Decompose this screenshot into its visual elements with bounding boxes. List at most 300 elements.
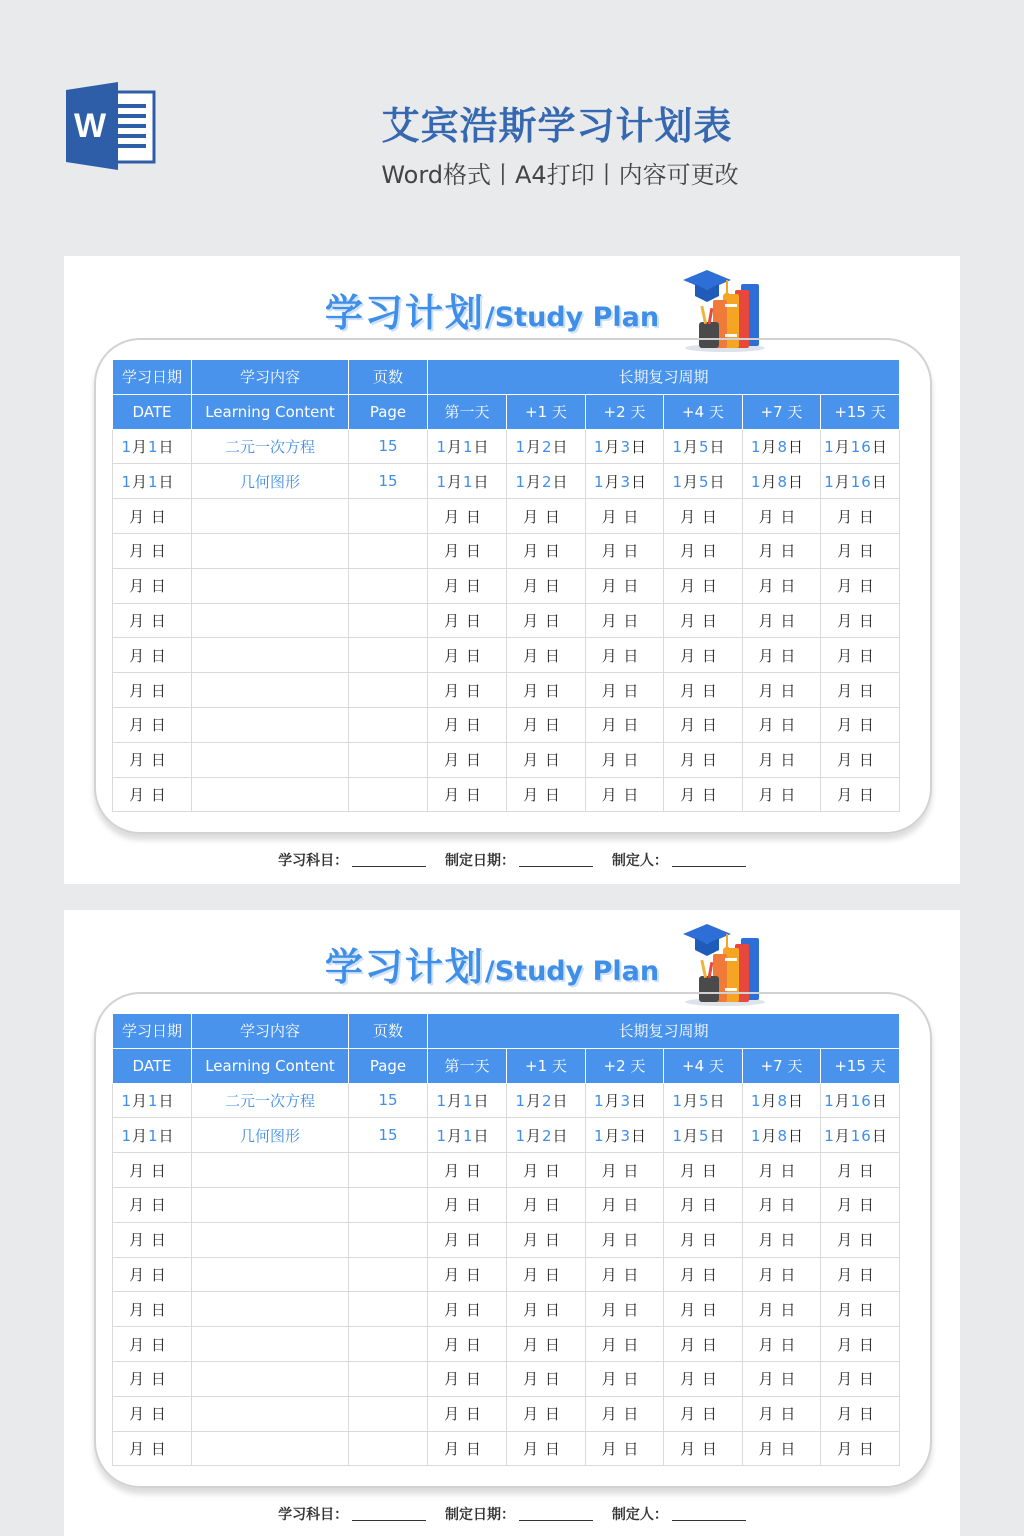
table-body — [113, 429, 900, 812]
review-date-cell[interactable]: 月 日 — [821, 603, 900, 638]
date-unit: 月 — [604, 1091, 621, 1110]
header-date-zh: 学习日期 — [113, 360, 192, 395]
page-cell[interactable] — [349, 1361, 428, 1396]
review-date-cell[interactable]: 月 日 — [743, 1257, 821, 1292]
date-field[interactable] — [519, 1520, 593, 1521]
header-cell: Page — [349, 1048, 428, 1083]
date-unit: 日 — [631, 437, 648, 456]
study-date-cell[interactable]: 月 日 — [113, 1153, 192, 1188]
content-cell[interactable] — [192, 1361, 349, 1396]
date-unit: 月 — [834, 437, 851, 456]
table-row — [113, 673, 900, 708]
page-cell[interactable] — [349, 1292, 428, 1327]
table-row — [113, 603, 900, 638]
study-date-cell[interactable] — [113, 1083, 192, 1118]
review-date-cell[interactable]: 月 日 — [743, 1396, 821, 1431]
review-date-cell[interactable]: 月 日 — [428, 1222, 507, 1257]
review-date-cell[interactable] — [507, 1118, 586, 1153]
review-date-cell[interactable]: 月 日 — [428, 742, 507, 777]
date-number: 1 — [121, 472, 132, 491]
review-date-cell[interactable] — [821, 1118, 900, 1153]
review-date-cell[interactable]: 月 日 — [507, 1361, 586, 1396]
review-date-cell[interactable]: 月 日 — [821, 1396, 900, 1431]
date-number: 1 — [750, 472, 762, 491]
date-number: 1 — [436, 472, 447, 491]
table-row — [113, 777, 900, 812]
date-number: 3 — [620, 472, 632, 491]
review-date-cell[interactable]: 月 日 — [664, 1396, 743, 1431]
table-row — [113, 464, 900, 499]
review-date-cell[interactable]: 月 日 — [821, 1431, 900, 1466]
date-unit: 月 — [761, 437, 778, 456]
date-unit: 月 — [682, 437, 699, 456]
footer-fields — [64, 850, 960, 870]
date-unit: 日 — [631, 472, 648, 491]
date-unit: 月 — [525, 1126, 542, 1145]
review-date-cell[interactable]: 月 日 — [821, 1153, 900, 1188]
study-date-cell[interactable]: 月 日 — [113, 673, 192, 708]
table-row — [113, 1327, 900, 1362]
review-date-cell[interactable]: 月 日 — [743, 1187, 821, 1222]
header-cell: Learning Content — [192, 1048, 349, 1083]
header-cell: DATE — [113, 1048, 192, 1083]
date-number: 1 — [515, 1091, 526, 1110]
header-cell: +7 天 — [743, 1048, 821, 1083]
study-date-cell[interactable] — [113, 464, 192, 499]
review-date-cell[interactable]: 月 日 — [428, 533, 507, 568]
page-cell[interactable] — [349, 1187, 428, 1222]
review-date-cell[interactable]: 月 日 — [507, 638, 586, 673]
content-cell[interactable] — [192, 1222, 349, 1257]
date-unit: 日 — [631, 1091, 648, 1110]
content-cell[interactable] — [192, 1431, 349, 1466]
table-row — [113, 568, 900, 603]
date-unit: 日 — [871, 472, 888, 491]
document-title: 艾宾浩斯学习计划表 — [381, 104, 733, 148]
review-date-cell[interactable]: 月 日 — [821, 1187, 900, 1222]
review-date-cell[interactable]: 月 日 — [664, 1292, 743, 1327]
date-number: 3 — [620, 1091, 632, 1110]
review-date-cell[interactable]: 月 日 — [664, 1431, 743, 1466]
date-number: 1 — [148, 472, 159, 491]
header-cell: 第一天 — [428, 1048, 507, 1083]
date-number: 1 — [593, 472, 605, 491]
date-unit: 日 — [158, 1091, 175, 1110]
review-date-cell[interactable]: 月 日 — [664, 742, 743, 777]
review-date-cell[interactable]: 月 日 — [586, 1257, 664, 1292]
page-cell[interactable] — [349, 777, 428, 812]
review-date-cell[interactable]: 月 日 — [586, 1396, 664, 1431]
plan-title-zh: 学习计划 — [324, 945, 485, 989]
review-date-cell[interactable]: 月 日 — [821, 673, 900, 708]
page-cell[interactable]: 15 — [349, 1118, 428, 1153]
content-cell[interactable]: 二元一次方程 — [192, 429, 349, 464]
review-date-cell[interactable]: 月 日 — [664, 1257, 743, 1292]
review-date-cell[interactable] — [428, 429, 507, 464]
date-unit: 日 — [788, 1126, 805, 1145]
review-date-cell[interactable]: 月 日 — [821, 568, 900, 603]
review-date-cell[interactable] — [743, 464, 821, 499]
review-date-cell[interactable] — [743, 1118, 821, 1153]
review-date-cell[interactable] — [586, 1118, 664, 1153]
review-date-cell[interactable]: 月 日 — [428, 1153, 507, 1188]
content-cell[interactable] — [192, 1327, 349, 1362]
content-cell[interactable] — [192, 499, 349, 534]
page-cell[interactable]: 15 — [349, 464, 428, 499]
study-date-cell[interactable]: 月 日 — [113, 603, 192, 638]
date-unit: 日 — [552, 1091, 569, 1110]
content-cell[interactable] — [192, 638, 349, 673]
review-date-cell[interactable]: 月 日 — [507, 568, 586, 603]
page-cell[interactable] — [349, 1396, 428, 1431]
review-date-cell[interactable]: 月 日 — [743, 533, 821, 568]
review-date-cell[interactable]: 月 日 — [743, 1431, 821, 1466]
review-date-cell[interactable]: 月 日 — [428, 499, 507, 534]
review-date-cell[interactable]: 月 日 — [743, 1361, 821, 1396]
page-cell[interactable] — [349, 568, 428, 603]
review-date-cell[interactable]: 月 日 — [664, 777, 743, 812]
study-date-cell[interactable]: 月 日 — [113, 1292, 192, 1327]
table-row — [113, 1292, 900, 1327]
review-date-cell[interactable] — [428, 1083, 507, 1118]
header-content-zh: 学习内容 — [192, 360, 349, 395]
date-number: 1 — [436, 1091, 447, 1110]
review-date-cell[interactable]: 月 日 — [507, 707, 586, 742]
review-date-cell[interactable]: 月 日 — [586, 499, 664, 534]
page-cell[interactable] — [349, 638, 428, 673]
review-date-cell[interactable] — [428, 464, 507, 499]
plan-title — [64, 282, 960, 337]
date-label: 制定日期： — [445, 853, 515, 869]
review-date-cell[interactable]: 月 日 — [664, 1222, 743, 1257]
review-date-cell[interactable]: 月 日 — [743, 777, 821, 812]
review-date-cell[interactable]: 月 日 — [428, 568, 507, 603]
content-cell[interactable] — [192, 603, 349, 638]
date-number: 3 — [620, 437, 632, 456]
study-date-cell[interactable]: 月 日 — [113, 1257, 192, 1292]
review-date-cell[interactable]: 月 日 — [586, 1187, 664, 1222]
review-date-cell[interactable]: 月 日 — [428, 1396, 507, 1431]
review-date-cell[interactable] — [743, 429, 821, 464]
review-date-cell[interactable]: 月 日 — [664, 707, 743, 742]
date-number: 1 — [824, 472, 835, 491]
review-date-cell[interactable]: 月 日 — [743, 1327, 821, 1362]
review-date-cell[interactable]: 月 日 — [664, 1153, 743, 1188]
review-date-cell[interactable] — [821, 1083, 900, 1118]
study-date-cell[interactable]: 月 日 — [113, 1396, 192, 1431]
review-date-cell[interactable]: 月 日 — [586, 1431, 664, 1466]
study-date-cell[interactable]: 月 日 — [113, 742, 192, 777]
date-unit: 月 — [682, 472, 699, 491]
review-date-cell[interactable]: 月 日 — [821, 533, 900, 568]
review-date-cell[interactable]: 月 日 — [821, 1361, 900, 1396]
review-date-cell[interactable] — [507, 1083, 586, 1118]
review-date-cell[interactable]: 月 日 — [586, 673, 664, 708]
date-number: 1 — [515, 437, 526, 456]
review-date-cell[interactable]: 月 日 — [664, 1327, 743, 1362]
study-date-cell[interactable] — [113, 1118, 192, 1153]
header-page-zh: 页数 — [349, 360, 428, 395]
date-unit: 日 — [709, 1091, 726, 1110]
review-date-cell[interactable]: 月 日 — [821, 1327, 900, 1362]
content-cell[interactable]: 二元一次方程 — [192, 1083, 349, 1118]
page-cell[interactable] — [349, 673, 428, 708]
review-date-cell[interactable]: 月 日 — [821, 707, 900, 742]
review-date-cell[interactable]: 月 日 — [821, 1257, 900, 1292]
review-date-cell[interactable]: 月 日 — [743, 1153, 821, 1188]
review-date-cell[interactable]: 月 日 — [507, 603, 586, 638]
review-date-cell[interactable]: 月 日 — [507, 673, 586, 708]
review-date-cell[interactable]: 月 日 — [507, 1292, 586, 1327]
header-cell: DATE — [113, 394, 192, 429]
review-date-cell[interactable]: 月 日 — [664, 603, 743, 638]
review-date-cell[interactable]: 月 日 — [507, 1153, 586, 1188]
review-date-cell[interactable]: 月 日 — [821, 638, 900, 673]
date-number: 5 — [699, 472, 710, 491]
review-date-cell[interactable]: 月 日 — [586, 777, 664, 812]
review-date-cell[interactable]: 月 日 — [743, 1222, 821, 1257]
study-date-cell[interactable]: 月 日 — [113, 533, 192, 568]
review-date-cell[interactable]: 月 日 — [743, 568, 821, 603]
date-label: 制定日期： — [445, 1507, 515, 1523]
page-cell[interactable]: 15 — [349, 429, 428, 464]
date-number: 1 — [824, 437, 835, 456]
content-cell[interactable] — [192, 1187, 349, 1222]
review-date-cell[interactable]: 月 日 — [664, 568, 743, 603]
study-date-cell[interactable]: 月 日 — [113, 568, 192, 603]
review-date-cell[interactable] — [821, 429, 900, 464]
date-unit: 日 — [788, 437, 805, 456]
content-cell[interactable] — [192, 707, 349, 742]
review-date-cell[interactable]: 月 日 — [821, 1222, 900, 1257]
document-subtitle: Word格式丨A4打印丨内容可更改 — [381, 161, 739, 189]
review-date-cell[interactable]: 月 日 — [664, 1187, 743, 1222]
review-date-cell[interactable]: 月 日 — [428, 1327, 507, 1362]
header-cell: +4 天 — [664, 1048, 743, 1083]
date-number: 2 — [542, 437, 553, 456]
review-date-cell[interactable]: 月 日 — [664, 1361, 743, 1396]
content-cell[interactable] — [192, 673, 349, 708]
plan-title-zh: 学习计划 — [324, 291, 485, 335]
subject-field[interactable] — [352, 1520, 426, 1521]
page-cell[interactable] — [349, 1257, 428, 1292]
date-number: 8 — [777, 437, 789, 456]
review-date-cell[interactable]: 月 日 — [586, 1222, 664, 1257]
study-date-cell[interactable]: 月 日 — [113, 1222, 192, 1257]
study-date-cell[interactable]: 月 日 — [113, 1187, 192, 1222]
date-unit: 月 — [525, 437, 542, 456]
page-cell[interactable] — [349, 1327, 428, 1362]
review-date-cell[interactable] — [743, 1083, 821, 1118]
review-date-cell[interactable]: 月 日 — [586, 707, 664, 742]
content-cell[interactable] — [192, 1292, 349, 1327]
date-number: 1 — [436, 1126, 447, 1145]
review-date-cell[interactable] — [821, 464, 900, 499]
date-unit: 日 — [871, 1091, 888, 1110]
date-number: 8 — [777, 1091, 789, 1110]
review-date-cell[interactable]: 月 日 — [586, 1361, 664, 1396]
date-field[interactable] — [519, 866, 593, 867]
review-date-cell[interactable]: 月 日 — [428, 1292, 507, 1327]
review-date-cell[interactable]: 月 日 — [664, 499, 743, 534]
review-date-cell[interactable] — [507, 464, 586, 499]
date-number: 1 — [515, 472, 526, 491]
review-date-cell[interactable]: 月 日 — [428, 603, 507, 638]
study-date-cell[interactable]: 月 日 — [113, 1327, 192, 1362]
study-date-cell[interactable]: 月 日 — [113, 499, 192, 534]
date-number: 16 — [850, 1091, 872, 1110]
table-body — [113, 1083, 900, 1466]
review-date-cell[interactable]: 月 日 — [428, 1431, 507, 1466]
plan-title — [64, 936, 960, 991]
review-date-cell[interactable] — [586, 464, 664, 499]
review-date-cell[interactable]: 月 日 — [821, 742, 900, 777]
date-unit: 日 — [473, 1091, 490, 1110]
plan-sheet — [64, 910, 960, 1536]
review-date-cell[interactable]: 月 日 — [664, 673, 743, 708]
review-date-cell[interactable]: 月 日 — [664, 638, 743, 673]
date-number: 1 — [750, 1126, 762, 1145]
review-date-cell[interactable]: 月 日 — [428, 1257, 507, 1292]
date-number: 2 — [542, 472, 553, 491]
study-plan-table — [112, 1013, 900, 1466]
table-row — [113, 1396, 900, 1431]
date-number: 5 — [699, 437, 710, 456]
review-date-cell[interactable]: 月 日 — [586, 1292, 664, 1327]
plan-title-en: /Study Plan — [484, 956, 660, 987]
header-cell: +2 天 — [586, 394, 664, 429]
header-review-cycle: 长期复习周期 — [428, 360, 900, 395]
page-cell[interactable] — [349, 1153, 428, 1188]
review-date-cell[interactable]: 月 日 — [743, 1292, 821, 1327]
review-date-cell[interactable]: 月 日 — [743, 707, 821, 742]
content-cell[interactable]: 几何图形 — [192, 464, 349, 499]
table-row — [113, 707, 900, 742]
date-number: 1 — [121, 437, 132, 456]
review-date-cell[interactable]: 月 日 — [586, 1327, 664, 1362]
review-date-cell[interactable]: 月 日 — [586, 1153, 664, 1188]
study-date-cell[interactable]: 月 日 — [113, 707, 192, 742]
review-date-cell[interactable] — [507, 429, 586, 464]
review-date-cell[interactable]: 月 日 — [743, 499, 821, 534]
subject-field[interactable] — [352, 866, 426, 867]
review-date-cell[interactable]: 月 日 — [507, 1257, 586, 1292]
review-date-cell[interactable]: 月 日 — [586, 533, 664, 568]
date-unit: 日 — [158, 437, 175, 456]
date-unit: 月 — [761, 472, 778, 491]
review-date-cell[interactable]: 月 日 — [821, 499, 900, 534]
date-number: 1 — [463, 472, 474, 491]
review-date-cell[interactable]: 月 日 — [507, 1327, 586, 1362]
review-date-cell[interactable]: 月 日 — [428, 1187, 507, 1222]
content-cell[interactable] — [192, 1153, 349, 1188]
date-unit: 日 — [552, 1126, 569, 1145]
review-date-cell[interactable]: 月 日 — [586, 603, 664, 638]
review-date-cell[interactable] — [664, 1083, 743, 1118]
review-date-cell[interactable]: 月 日 — [743, 638, 821, 673]
study-date-cell[interactable]: 月 日 — [113, 638, 192, 673]
review-date-cell[interactable]: 月 日 — [507, 1431, 586, 1466]
review-date-cell[interactable]: 月 日 — [507, 1396, 586, 1431]
page-cell[interactable] — [349, 1222, 428, 1257]
review-date-cell[interactable]: 月 日 — [821, 1292, 900, 1327]
page-cell[interactable] — [349, 499, 428, 534]
review-date-cell[interactable]: 月 日 — [428, 638, 507, 673]
date-unit: 日 — [788, 1091, 805, 1110]
study-date-cell[interactable] — [113, 429, 192, 464]
review-date-cell[interactable]: 月 日 — [507, 533, 586, 568]
date-unit: 日 — [552, 472, 569, 491]
review-date-cell[interactable]: 月 日 — [507, 742, 586, 777]
header-review-cycle: 长期复习周期 — [428, 1014, 900, 1049]
table-row — [113, 533, 900, 568]
study-date-cell[interactable]: 月 日 — [113, 777, 192, 812]
page-cell[interactable] — [349, 533, 428, 568]
review-date-cell[interactable]: 月 日 — [743, 673, 821, 708]
content-cell[interactable] — [192, 1257, 349, 1292]
review-date-cell[interactable] — [664, 464, 743, 499]
review-date-cell[interactable] — [586, 429, 664, 464]
review-date-cell[interactable]: 月 日 — [507, 1187, 586, 1222]
content-cell[interactable] — [192, 1396, 349, 1431]
maker-field[interactable] — [672, 866, 746, 867]
review-date-cell[interactable]: 月 日 — [743, 742, 821, 777]
review-date-cell[interactable]: 月 日 — [428, 777, 507, 812]
review-date-cell[interactable]: 月 日 — [586, 638, 664, 673]
page-cell[interactable] — [349, 742, 428, 777]
header-cell: +4 天 — [664, 394, 743, 429]
page-cell[interactable] — [349, 707, 428, 742]
review-date-cell[interactable] — [586, 1083, 664, 1118]
review-date-cell[interactable] — [664, 429, 743, 464]
table-row — [113, 742, 900, 777]
date-number: 5 — [699, 1126, 710, 1145]
page-cell[interactable]: 15 — [349, 1083, 428, 1118]
study-date-cell[interactable]: 月 日 — [113, 1431, 192, 1466]
page-cell[interactable] — [349, 1431, 428, 1466]
page-cell[interactable] — [349, 603, 428, 638]
review-date-cell[interactable]: 月 日 — [507, 777, 586, 812]
review-date-cell[interactable]: 月 日 — [586, 568, 664, 603]
review-date-cell[interactable] — [428, 1118, 507, 1153]
review-date-cell[interactable]: 月 日 — [743, 603, 821, 638]
date-number: 1 — [148, 437, 159, 456]
date-number: 1 — [121, 1091, 132, 1110]
date-number: 16 — [850, 1126, 872, 1145]
review-date-cell[interactable]: 月 日 — [586, 742, 664, 777]
review-date-cell[interactable]: 月 日 — [428, 707, 507, 742]
review-date-cell[interactable]: 月 日 — [664, 533, 743, 568]
content-cell[interactable]: 几何图形 — [192, 1118, 349, 1153]
review-date-cell[interactable] — [664, 1118, 743, 1153]
content-cell[interactable] — [192, 777, 349, 812]
review-date-cell[interactable]: 月 日 — [507, 1222, 586, 1257]
date-number: 1 — [824, 1091, 835, 1110]
document-header — [0, 0, 1024, 240]
review-date-cell[interactable]: 月 日 — [428, 673, 507, 708]
review-date-cell[interactable]: 月 日 — [507, 499, 586, 534]
header-content-zh: 学习内容 — [192, 1014, 349, 1049]
date-unit: 日 — [788, 472, 805, 491]
study-date-cell[interactable]: 月 日 — [113, 1361, 192, 1396]
content-cell[interactable] — [192, 533, 349, 568]
content-cell[interactable] — [192, 742, 349, 777]
content-cell[interactable] — [192, 568, 349, 603]
review-date-cell[interactable]: 月 日 — [821, 777, 900, 812]
maker-field[interactable] — [672, 1520, 746, 1521]
date-unit: 月 — [682, 1126, 699, 1145]
review-date-cell[interactable]: 月 日 — [428, 1361, 507, 1396]
